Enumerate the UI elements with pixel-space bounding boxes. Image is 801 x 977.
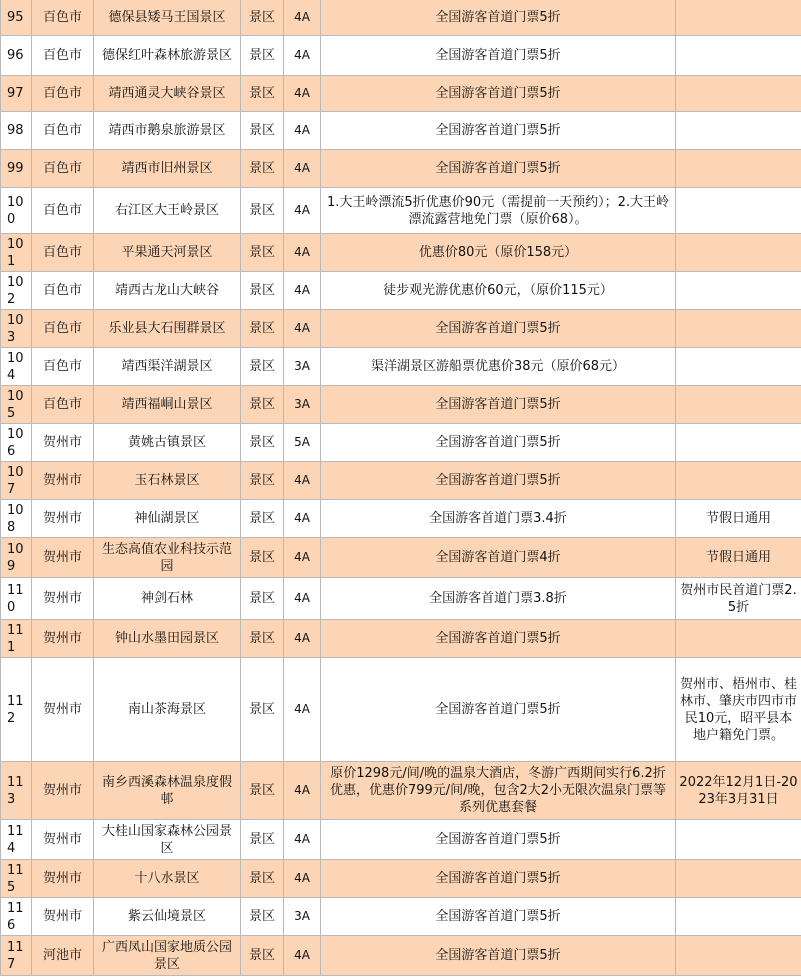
city-cell: 百色市 [32, 310, 94, 348]
type-cell: 景区 [241, 112, 284, 150]
city-cell: 贺州市 [32, 762, 94, 820]
row-number-cell: 117 [1, 936, 32, 976]
offer-cell: 优惠价80元（原价158元） [321, 234, 676, 272]
level-cell: 4A [284, 76, 321, 112]
row-number-cell: 98 [1, 112, 32, 150]
level-cell: 4A [284, 234, 321, 272]
offer-cell: 全国游客首道门票5折 [321, 310, 676, 348]
scenic-area-name-cell: 大桂山国家森林公园景区 [94, 820, 241, 860]
scenic-area-name-cell: 德保县矮马王国景区 [94, 0, 241, 36]
city-cell: 百色市 [32, 36, 94, 76]
note-cell [676, 310, 801, 348]
row-number-cell: 107 [1, 462, 32, 500]
scenic-area-name-cell: 神仙湖景区 [94, 500, 241, 538]
offer-cell: 全国游客首道门票5折 [321, 76, 676, 112]
type-cell: 景区 [241, 0, 284, 36]
level-cell: 4A [284, 500, 321, 538]
offer-cell: 渠洋湖景区游船票优惠价38元（原价68元） [321, 348, 676, 386]
level-cell: 4A [284, 188, 321, 234]
note-cell [676, 76, 801, 112]
city-cell: 贺州市 [32, 578, 94, 620]
city-cell: 贺州市 [32, 860, 94, 898]
city-cell: 河池市 [32, 936, 94, 976]
type-cell: 景区 [241, 762, 284, 820]
level-cell: 3A [284, 898, 321, 936]
city-cell: 贺州市 [32, 620, 94, 658]
row-number-cell: 116 [1, 898, 32, 936]
level-cell: 4A [284, 272, 321, 310]
note-cell [676, 462, 801, 500]
note-cell: 贺州市、梧州市、桂林市、肇庆市四市市民10元，昭平县本地户籍免门票。 [676, 658, 801, 762]
city-cell: 贺州市 [32, 462, 94, 500]
level-cell: 4A [284, 762, 321, 820]
level-cell: 3A [284, 348, 321, 386]
offer-cell: 全国游客首道门票5折 [321, 462, 676, 500]
level-cell: 3A [284, 386, 321, 424]
offer-cell: 1.大王岭漂流5折优惠价90元（需提前一天预约）；2.大王岭漂流露营地免门票（原价68）。 [321, 188, 676, 234]
note-cell [676, 272, 801, 310]
offer-cell: 原价1298元/间/晚的温泉大酒店，冬游广西期间实行6.2折优惠，优惠价799元/间/晚，包含2大2小无限次温泉门票等系列优惠套餐 [321, 762, 676, 820]
row-number-cell: 108 [1, 500, 32, 538]
scenic-area-name-cell: 靖西古龙山大峡谷 [94, 272, 241, 310]
row-number-cell: 95 [1, 0, 32, 36]
note-cell [676, 860, 801, 898]
table-row [1, 188, 801, 234]
table-row [1, 658, 801, 762]
offer-cell: 全国游客首道门票5折 [321, 386, 676, 424]
city-cell: 贺州市 [32, 500, 94, 538]
type-cell: 景区 [241, 348, 284, 386]
type-cell: 景区 [241, 860, 284, 898]
level-cell: 4A [284, 860, 321, 898]
table-row [1, 578, 801, 620]
note-cell [676, 234, 801, 272]
note-cell [676, 348, 801, 386]
level-cell: 4A [284, 538, 321, 578]
type-cell: 景区 [241, 310, 284, 348]
city-cell: 百色市 [32, 112, 94, 150]
table-row [1, 386, 801, 424]
city-cell: 百色市 [32, 272, 94, 310]
row-number-cell: 113 [1, 762, 32, 820]
scenic-area-name-cell: 乐业县大石围群景区 [94, 310, 241, 348]
note-cell [676, 820, 801, 860]
scenic-area-name-cell: 生态高值农业科技示范园 [94, 538, 241, 578]
scenic-area-name-cell: 紫云仙境景区 [94, 898, 241, 936]
city-cell: 贺州市 [32, 820, 94, 860]
note-cell [676, 0, 801, 36]
table-row [1, 310, 801, 348]
city-cell: 百色市 [32, 76, 94, 112]
offer-cell: 全国游客首道门票4折 [321, 538, 676, 578]
type-cell: 景区 [241, 898, 284, 936]
city-cell: 百色市 [32, 150, 94, 188]
table-body [1, 0, 801, 976]
offer-cell: 全国游客首道门票5折 [321, 658, 676, 762]
note-cell: 贺州市民首道门票2.5折 [676, 578, 801, 620]
table-row [1, 76, 801, 112]
offer-cell: 全国游客首道门票3.4折 [321, 500, 676, 538]
city-cell: 百色市 [32, 0, 94, 36]
offer-cell: 全国游客首道门票5折 [321, 936, 676, 976]
table-row [1, 860, 801, 898]
table-row [1, 234, 801, 272]
scenic-area-name-cell: 十八水景区 [94, 860, 241, 898]
type-cell: 景区 [241, 424, 284, 462]
level-cell: 4A [284, 578, 321, 620]
type-cell: 景区 [241, 272, 284, 310]
row-number-cell: 101 [1, 234, 32, 272]
type-cell: 景区 [241, 234, 284, 272]
note-cell [676, 936, 801, 976]
table-row [1, 272, 801, 310]
table-row [1, 462, 801, 500]
scenic-area-name-cell: 南山茶海景区 [94, 658, 241, 762]
level-cell: 4A [284, 0, 321, 36]
type-cell: 景区 [241, 578, 284, 620]
row-number-cell: 112 [1, 658, 32, 762]
type-cell: 景区 [241, 500, 284, 538]
note-cell [676, 898, 801, 936]
scenic-area-name-cell: 靖西通灵大峡谷景区 [94, 76, 241, 112]
level-cell: 4A [284, 36, 321, 76]
city-cell: 贺州市 [32, 538, 94, 578]
scenic-area-name-cell: 南乡西溪森林温泉度假邨 [94, 762, 241, 820]
level-cell: 4A [284, 936, 321, 976]
scenic-area-name-cell: 广西凤山国家地质公园景区 [94, 936, 241, 976]
row-number-cell: 100 [1, 188, 32, 234]
note-cell [676, 620, 801, 658]
level-cell: 4A [284, 820, 321, 860]
table-row [1, 348, 801, 386]
note-cell: 节假日通用 [676, 538, 801, 578]
offer-cell: 全国游客首道门票3.8折 [321, 578, 676, 620]
row-number-cell: 109 [1, 538, 32, 578]
table-row [1, 0, 801, 36]
city-cell: 百色市 [32, 234, 94, 272]
level-cell: 4A [284, 620, 321, 658]
table-row [1, 538, 801, 578]
scenic-area-name-cell: 靖西渠洋湖景区 [94, 348, 241, 386]
scenic-area-name-cell: 黄姚古镇景区 [94, 424, 241, 462]
offer-cell: 全国游客首道门票5折 [321, 36, 676, 76]
city-cell: 百色市 [32, 386, 94, 424]
table-row [1, 762, 801, 820]
table-row [1, 112, 801, 150]
row-number-cell: 102 [1, 272, 32, 310]
level-cell: 4A [284, 658, 321, 762]
row-number-cell: 103 [1, 310, 32, 348]
scenic-area-name-cell: 靖西福峒山景区 [94, 386, 241, 424]
row-number-cell: 104 [1, 348, 32, 386]
scenic-area-name-cell: 靖西市鹅泉旅游景区 [94, 112, 241, 150]
scenic-area-name-cell: 平果通天河景区 [94, 234, 241, 272]
table-row [1, 424, 801, 462]
note-cell [676, 188, 801, 234]
offer-cell: 全国游客首道门票5折 [321, 424, 676, 462]
level-cell: 4A [284, 112, 321, 150]
city-cell: 贺州市 [32, 424, 94, 462]
row-number-cell: 106 [1, 424, 32, 462]
table-row [1, 820, 801, 860]
type-cell: 景区 [241, 76, 284, 112]
note-cell [676, 386, 801, 424]
level-cell: 4A [284, 150, 321, 188]
type-cell: 景区 [241, 936, 284, 976]
type-cell: 景区 [241, 658, 284, 762]
level-cell: 5A [284, 424, 321, 462]
note-cell: 节假日通用 [676, 500, 801, 538]
note-cell [676, 112, 801, 150]
table-row [1, 936, 801, 976]
type-cell: 景区 [241, 188, 284, 234]
offer-cell: 全国游客首道门票5折 [321, 860, 676, 898]
row-number-cell: 115 [1, 860, 32, 898]
row-number-cell: 114 [1, 820, 32, 860]
row-number-cell: 96 [1, 36, 32, 76]
level-cell: 4A [284, 462, 321, 500]
type-cell: 景区 [241, 150, 284, 188]
table-row [1, 898, 801, 936]
table-row [1, 150, 801, 188]
table-row [1, 620, 801, 658]
note-cell [676, 150, 801, 188]
city-cell: 百色市 [32, 348, 94, 386]
scenic-area-name-cell: 右江区大王岭景区 [94, 188, 241, 234]
row-number-cell: 111 [1, 620, 32, 658]
offer-cell: 全国游客首道门票5折 [321, 620, 676, 658]
type-cell: 景区 [241, 462, 284, 500]
type-cell: 景区 [241, 820, 284, 860]
type-cell: 景区 [241, 620, 284, 658]
offer-cell: 全国游客首道门票5折 [321, 0, 676, 36]
city-cell: 贺州市 [32, 658, 94, 762]
offer-cell: 全国游客首道门票5折 [321, 150, 676, 188]
scenic-area-name-cell: 神剑石林 [94, 578, 241, 620]
table-row [1, 500, 801, 538]
level-cell: 4A [284, 310, 321, 348]
type-cell: 景区 [241, 538, 284, 578]
scenic-area-name-cell: 德保红叶森林旅游景区 [94, 36, 241, 76]
offer-cell: 徒步观光游优惠价60元，（原价115元） [321, 272, 676, 310]
row-number-cell: 105 [1, 386, 32, 424]
scenic-area-name-cell: 钟山水墨田园景区 [94, 620, 241, 658]
type-cell: 景区 [241, 36, 284, 76]
offer-cell: 全国游客首道门票5折 [321, 820, 676, 860]
offer-cell: 全国游客首道门票5折 [321, 112, 676, 150]
city-cell: 百色市 [32, 188, 94, 234]
offer-cell: 全国游客首道门票5折 [321, 898, 676, 936]
scenic-area-name-cell: 玉石林景区 [94, 462, 241, 500]
scenic-area-name-cell: 靖西市旧州景区 [94, 150, 241, 188]
row-number-cell: 97 [1, 76, 32, 112]
note-cell [676, 424, 801, 462]
note-cell [676, 36, 801, 76]
note-cell: 2022年12月1日-2023年3月31日 [676, 762, 801, 820]
type-cell: 景区 [241, 386, 284, 424]
table-row [1, 36, 801, 76]
city-cell: 贺州市 [32, 898, 94, 936]
row-number-cell: 110 [1, 578, 32, 620]
row-number-cell: 99 [1, 150, 32, 188]
